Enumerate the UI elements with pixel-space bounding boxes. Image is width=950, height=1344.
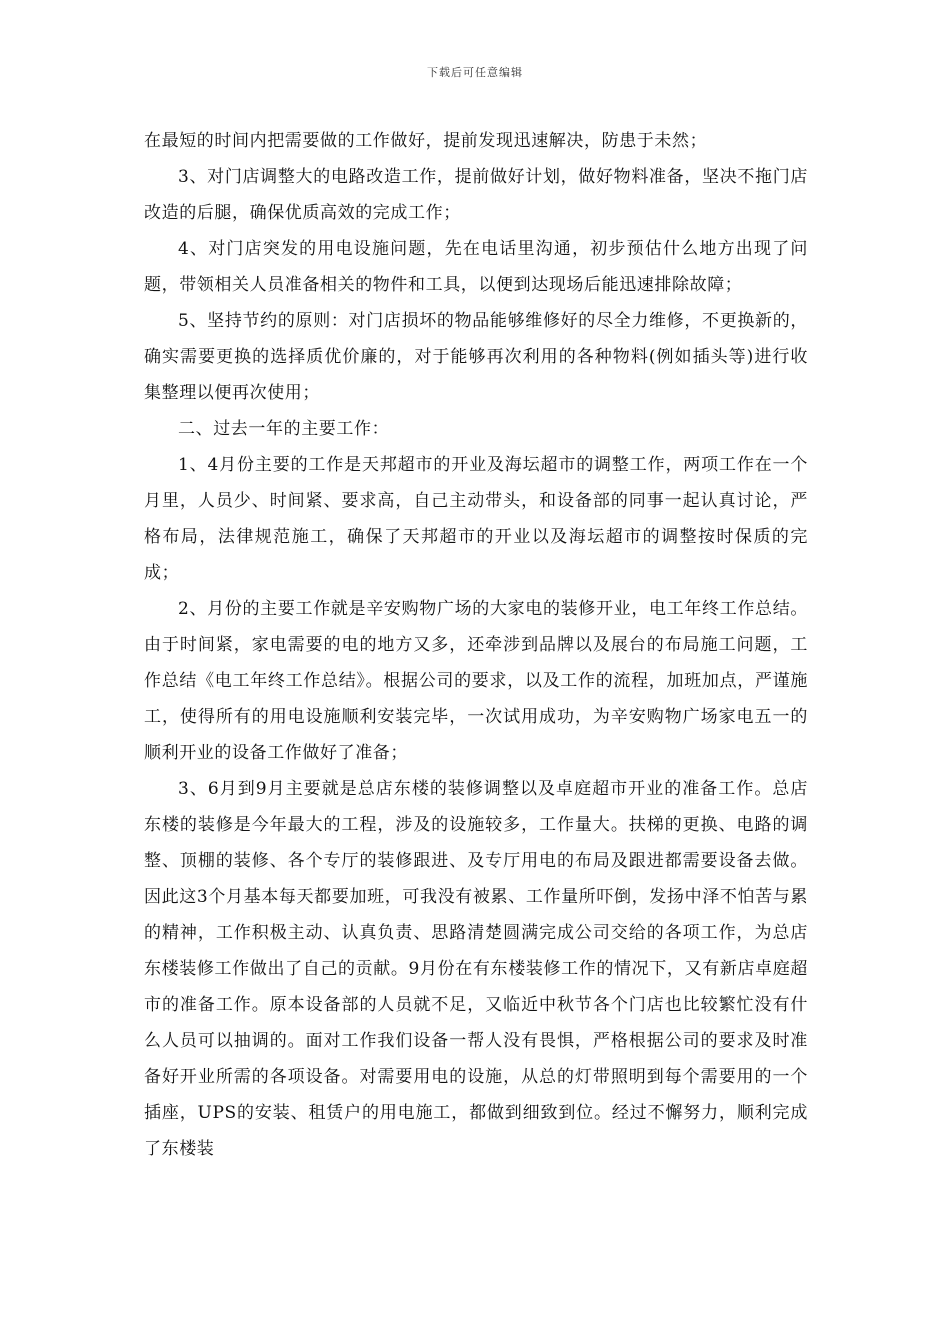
document-body	[144, 123, 808, 1167]
page-header: 下载后可任意编辑	[427, 66, 523, 79]
paragraph: 1、4月份主要的工作是天邦超市的开业及海坛超市的调整工作，两项工作在一个月里，人员少、时间紧、要求高，自己主动带头，和设备部的同事一起认真讨论，严格布局，法律规范施工，确保了天邦超市的开业以及海坛超市的调整按时保质的完成；	[144, 455, 808, 583]
section-heading: 二、过去一年的主要工作：	[178, 419, 390, 439]
paragraph: 在最短的时间内把需要做的工作做好，提前发现迅速解决，防患于未然；	[144, 131, 708, 151]
paragraph: 5、坚持节约的原则：对门店损坏的物品能够维修好的尽全力维修，不更换新的，确实需要更换的选择质优价廉的，对于能够再次利用的各种物料(例如插头等)进行收集整理以便再次使用；	[144, 311, 808, 403]
paragraph: 2、月份的主要工作就是辛安购物广场的大家电的装修开业，电工年终工作总结。由于时间紧，家电需要的电的地方又多，还牵涉到品牌以及展台的布局施工问题，工作总结《电工年终工作总结》。根据公司的要求，以及工作的流程，加班加点，严谨施工，使得所有的用电设施顺利安装完毕，一次试用成功，为辛安购物广场家电五一的顺利开业的设备工作做好了准备；	[144, 599, 808, 763]
paragraph: 4、对门店突发的用电设施问题，先在电话里沟通，初步预估什么地方出现了问题，带领相关人员准备相关的物件和工具，以便到达现场后能迅速排除故障；	[144, 239, 808, 295]
paragraph: 3、对门店调整大的电路改造工作，提前做好计划，做好物料准备，坚决不拖门店改造的后腿，确保优质高效的完成工作；	[144, 167, 808, 223]
paragraph: 3、6月到9月主要就是总店东楼的装修调整以及卓庭超市开业的准备工作。总店东楼的装修是今年最大的工程，涉及的设施较多，工作量大。扶梯的更换、电路的调整、顶棚的装修、各个专厅的装修跟进、及专厅用电的布局及跟进都需要设备去做。因此这3个月基本每天都要加班，可我没有被累、工作量所吓倒，发扬中泽不怕苦与累的精神，工作积极主动、认真负责、思路清楚圆满完成公司交给的各项工作，为总店东楼装修工作做出了自己的贡献。9月份在有东楼装修工作的情况下，又有新店卓庭超市的准备工作。原本设备部的人员就不足，又临近中秋节各个门店也比较繁忙没有什么人员可以抽调的。面对工作我们设备一帮人没有畏惧，严格根据公司的要求及时准备好开业所需的各项设备。对需要用电的设施，从总的灯带照明到每个需要用的一个插座，UPS的安装、租赁户的用电施工，都做到细致到位。经过不懈努力，顺利完成了东楼装	[144, 779, 808, 1159]
